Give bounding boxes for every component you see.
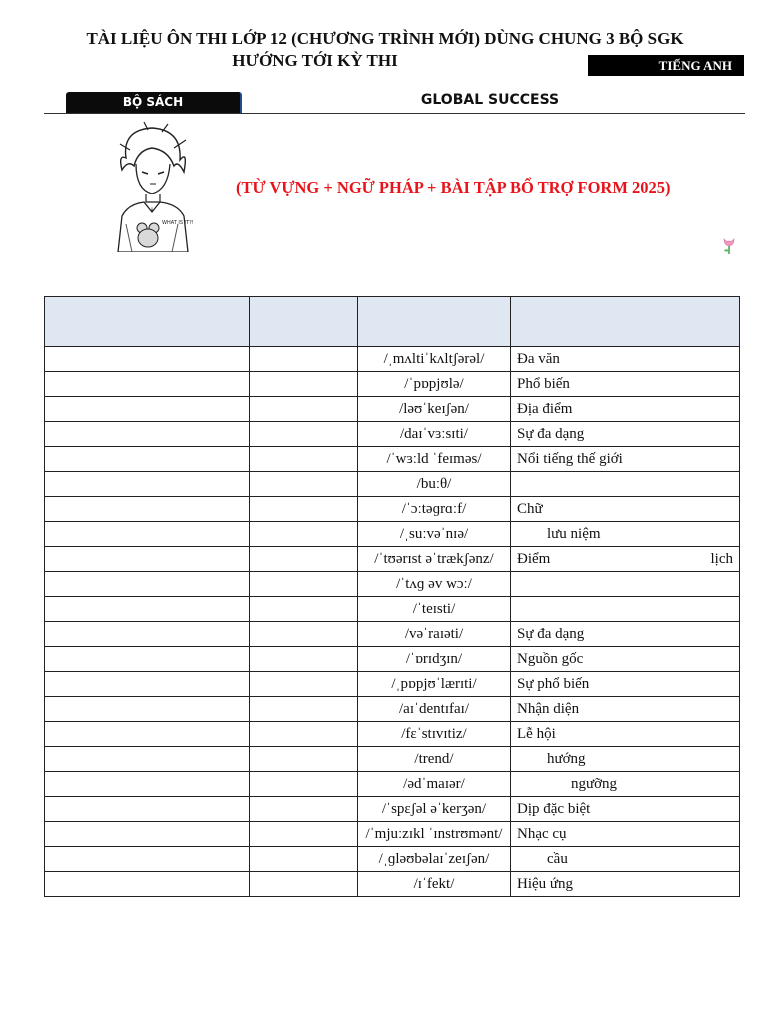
meaning-cell: Dịp đặc biệt: [511, 797, 740, 822]
meaning-cell: Sự đa dạng: [511, 422, 740, 447]
table-row: [45, 422, 740, 447]
table-row: [45, 822, 740, 847]
document-subtitle: (TỪ VỰNG + NGỮ PHÁP + BÀI TẬP BỔ TRỢ FORM 2025): [236, 178, 671, 197]
pronunciation-cell: /ədˈmaɪər/: [358, 772, 511, 797]
meaning-cell: Nhận diện: [511, 697, 740, 722]
subject-tag: TIẾNG ANH: [588, 55, 744, 76]
pronunciation-cell: /ˈwɜːld ˈfeɪməs/: [358, 447, 511, 472]
word-cell: [45, 722, 250, 747]
word-type-cell: [250, 872, 358, 897]
word-type-cell: [250, 547, 358, 572]
table-row: [45, 597, 740, 622]
table-row: [45, 547, 740, 572]
header-cell: [45, 297, 250, 347]
pronunciation-cell: /ˈɔːtəɡrɑːf/: [358, 497, 511, 522]
tulip-icon: [722, 236, 736, 254]
table-row: [45, 747, 740, 772]
word-cell: [45, 647, 250, 672]
pronunciation-cell: /ˈmjuːzɪkl ˈɪnstrʊmənt/: [358, 822, 511, 847]
word-cell: [45, 347, 250, 372]
pronunciation-cell: /fɛˈstɪvɪtiz/: [358, 722, 511, 747]
vocabulary-table: [44, 296, 740, 897]
table-row: [45, 672, 740, 697]
word-type-cell: [250, 697, 358, 722]
mascot-caption: WHAT IS IT?!: [162, 220, 194, 226]
meaning-cell: Sự đa dạng: [511, 622, 740, 647]
table-row: [45, 397, 740, 422]
meaning-cell: lưu niệm: [511, 522, 740, 547]
word-cell: [45, 497, 250, 522]
meaning-cell: Địa điểm: [511, 397, 740, 422]
meaning-cell: [511, 572, 740, 597]
pronunciation-cell: /trend/: [358, 747, 511, 772]
meaning-cell: [511, 472, 740, 497]
pronunciation-cell: /ˈtʊərɪst əˈtrækʃənz/: [358, 547, 511, 572]
word-cell: [45, 522, 250, 547]
pronunciation-cell: /ˈɒrɪdʒɪn/: [358, 647, 511, 672]
pronunciation-cell: /ˈteɪsti/: [358, 597, 511, 622]
table-row: [45, 572, 740, 597]
word-cell: [45, 547, 250, 572]
word-cell: [45, 822, 250, 847]
word-type-cell: [250, 647, 358, 672]
pronunciation-cell: /ləʊˈkeɪʃən/: [358, 397, 511, 422]
word-type-cell: [250, 572, 358, 597]
header-cell: [511, 297, 740, 347]
table-row: [45, 347, 740, 372]
meaning-cell: Nổi tiếng thế giới: [511, 447, 740, 472]
word-cell: [45, 597, 250, 622]
meaning-cell: cầu: [511, 847, 740, 872]
meaning-cell: Nguồn gốc: [511, 647, 740, 672]
table-row: [45, 722, 740, 747]
table-row: [45, 497, 740, 522]
word-cell: [45, 697, 250, 722]
table-row: [45, 622, 740, 647]
pronunciation-cell: /ˌpɒpjʊˈlærɪti/: [358, 672, 511, 697]
pronunciation-cell: /ˈtʌɡ əv wɔː/: [358, 572, 511, 597]
pronunciation-cell: /ˈpɒpjʊlə/: [358, 372, 511, 397]
word-cell: [45, 772, 250, 797]
word-type-cell: [250, 372, 358, 397]
word-cell: [45, 847, 250, 872]
title-line-2: HƯỚNG TỚI KỲ THI: [232, 51, 398, 70]
word-cell: [45, 472, 250, 497]
title-line-1: TÀI LIỆU ÔN THI LỚP 12 (CHƯƠNG TRÌNH MỚI) DÙNG CHUNG 3 BỘ SGK: [86, 29, 684, 48]
table-row: [45, 772, 740, 797]
pronunciation-cell: /buːθ/: [358, 472, 511, 497]
pronunciation-cell: /ˈspɛʃəl əˈkerʒən/: [358, 797, 511, 822]
word-type-cell: [250, 447, 358, 472]
word-type-cell: [250, 772, 358, 797]
word-cell: [45, 397, 250, 422]
pronunciation-cell: /ɪˈfekt/: [358, 872, 511, 897]
word-type-cell: [250, 747, 358, 772]
word-type-cell: [250, 522, 358, 547]
meaning-cell: [511, 597, 740, 622]
meaning-cell: Lễ hội: [511, 722, 740, 747]
word-type-cell: [250, 597, 358, 622]
word-cell: [45, 422, 250, 447]
table-row: [45, 647, 740, 672]
book-series-label: BỘ SÁCH: [66, 92, 242, 113]
meaning-cell: Chữ: [511, 497, 740, 522]
pronunciation-cell: /ˌɡləʊbəlaɪˈzeɪʃən/: [358, 847, 511, 872]
table-row: [45, 522, 740, 547]
section-divider: [44, 113, 745, 114]
word-type-cell: [250, 672, 358, 697]
word-type-cell: [250, 797, 358, 822]
meaning-cell: Đa văn: [511, 347, 740, 372]
word-type-cell: [250, 347, 358, 372]
word-type-cell: [250, 497, 358, 522]
table-row: [45, 697, 740, 722]
word-cell: [45, 572, 250, 597]
meaning-cell: Nhạc cụ: [511, 822, 740, 847]
table-row: [45, 372, 740, 397]
meaning-cell: ngưỡng: [511, 772, 740, 797]
word-cell: [45, 872, 250, 897]
pronunciation-cell: /aɪˈdentɪfaɪ/: [358, 697, 511, 722]
meaning-cell: Sự phổ biến: [511, 672, 740, 697]
mascot-illustration: [108, 120, 196, 252]
table-row: [45, 797, 740, 822]
table-row: [45, 872, 740, 897]
pronunciation-cell: /vəˈraɪəti/: [358, 622, 511, 647]
pronunciation-cell: /ˌmʌltiˈkʌltʃərəl/: [358, 347, 511, 372]
word-cell: [45, 797, 250, 822]
meaning-cell: hướng: [511, 747, 740, 772]
word-cell: [45, 447, 250, 472]
word-type-cell: [250, 472, 358, 497]
word-cell: [45, 672, 250, 697]
header-cell: [250, 297, 358, 347]
word-type-cell: [250, 622, 358, 647]
pronunciation-cell: /ˌsuːvəˈnɪə/: [358, 522, 511, 547]
word-type-cell: [250, 422, 358, 447]
word-type-cell: [250, 397, 358, 422]
word-type-cell: [250, 722, 358, 747]
word-type-cell: [250, 847, 358, 872]
word-cell: [45, 372, 250, 397]
book-series-name: GLOBAL SUCCESS: [420, 92, 560, 108]
word-cell: [45, 747, 250, 772]
table-header-row: [45, 297, 740, 347]
table-row: [45, 472, 740, 497]
meaning-cell: Điểm lịch: [511, 547, 740, 572]
word-type-cell: [250, 822, 358, 847]
meaning-cell: Phổ biến: [511, 372, 740, 397]
table-row: [45, 847, 740, 872]
table-row: [45, 447, 740, 472]
header-cell: [358, 297, 511, 347]
word-cell: [45, 622, 250, 647]
table-body: [45, 347, 740, 897]
pronunciation-cell: /daɪˈvɜːsɪti/: [358, 422, 511, 447]
meaning-cell: Hiệu ứng: [511, 872, 740, 897]
